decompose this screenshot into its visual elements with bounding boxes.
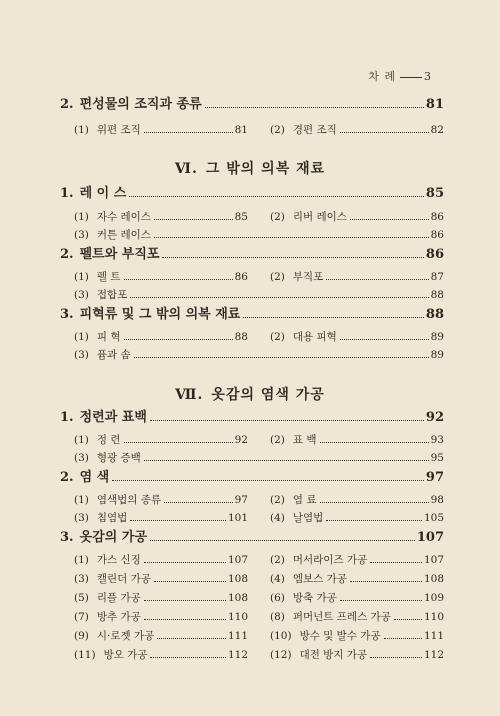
entry-text: 형광 증백 (96, 452, 141, 464)
dot-leader (205, 107, 424, 108)
entry-number: (3) (74, 573, 89, 585)
entry-number: (1) (74, 211, 89, 223)
toc-subsection-entry[interactable] (74, 288, 444, 302)
toc-subsection-entry[interactable] (270, 493, 444, 507)
toc-subsection-entry[interactable] (74, 123, 248, 137)
entry-number: (2) (270, 331, 285, 343)
entry-title (60, 308, 240, 322)
entry-text: 방축 가공 (292, 592, 337, 604)
dot-leader (326, 520, 422, 521)
entry-page-number: 107 (423, 554, 444, 566)
dot-leader (370, 657, 422, 658)
entry-title (270, 123, 337, 137)
entry-page-number: 87 (430, 271, 444, 283)
entry-page-number: 82 (430, 124, 444, 136)
entry-text: 침염법 (96, 512, 128, 524)
entry-title (74, 629, 154, 643)
entry-page-number: 88 (425, 307, 444, 322)
entry-title (270, 648, 367, 662)
entry-page-number: 88 (430, 289, 444, 301)
entry-page-number: 92 (234, 434, 248, 446)
dot-leader (384, 638, 422, 639)
entry-title (74, 210, 151, 224)
toc-subsection-entry[interactable] (74, 648, 248, 662)
dot-leader (340, 132, 429, 133)
entry-title (74, 288, 127, 302)
entry-number: 2. (60, 470, 74, 485)
toc-subsection-entry[interactable] (74, 228, 444, 242)
dot-leader (164, 502, 233, 503)
chapter-heading[interactable] (0, 384, 500, 404)
entry-title (60, 187, 126, 201)
entry-page-number: 86 (430, 229, 444, 241)
dot-leader (124, 442, 233, 443)
entry-text: 염 료 (292, 494, 317, 506)
entry-number: (3) (74, 289, 89, 301)
entry-text: 방추 가공 (96, 611, 141, 623)
entry-text: 펠 트 (96, 271, 121, 283)
entry-title (60, 98, 202, 112)
dot-leader (154, 581, 226, 582)
toc-subsection-entry[interactable] (74, 553, 248, 567)
entry-text: 대전 방지 가공 (299, 649, 368, 661)
header-page-number: 3 (424, 70, 432, 83)
toc-subsection-entry[interactable] (270, 648, 444, 662)
toc-subsection-entry[interactable] (74, 348, 444, 362)
entry-text: 정련과 표백 (79, 410, 147, 425)
dot-leader (320, 502, 429, 503)
entry-number: (2) (270, 211, 285, 223)
entry-number: (4) (270, 573, 285, 585)
entry-number: (3) (74, 512, 89, 524)
entry-title (74, 330, 121, 344)
entry-page-number: 105 (423, 512, 444, 524)
entry-title (270, 511, 323, 525)
entry-number: (10) (270, 630, 292, 642)
entry-page-number: 98 (430, 494, 444, 506)
dot-leader (150, 657, 225, 658)
entry-number: (12) (270, 649, 292, 661)
entry-number: 3. (60, 530, 74, 545)
toc-subsection-entry[interactable] (270, 330, 444, 344)
toc-subsection-entry[interactable] (270, 511, 444, 525)
dot-leader (130, 297, 428, 298)
header-title: 차 례 (368, 70, 396, 83)
entry-text: 퓸과 솜 (96, 349, 131, 361)
toc-subsection-entry[interactable] (74, 511, 248, 525)
entry-number: (2) (270, 124, 285, 136)
running-header (368, 68, 432, 84)
entry-title (74, 228, 151, 242)
dot-leader (243, 317, 424, 318)
entry-number: 2. (60, 247, 74, 262)
entry-page-number: 85 (425, 186, 444, 201)
entry-number: (3) (74, 349, 89, 361)
entry-number: (3) (74, 229, 89, 241)
entry-title (74, 648, 147, 662)
entry-title (60, 531, 147, 545)
entry-title (270, 553, 367, 567)
entry-text: 엠보스 가공 (292, 573, 347, 585)
dot-leader (162, 257, 423, 258)
entry-page-number: 88 (234, 331, 248, 343)
entry-text: 경편 조직 (292, 124, 337, 136)
toc-subsection-entry[interactable] (74, 629, 248, 643)
entry-text: 위편 조직 (96, 124, 141, 136)
entry-number: (8) (270, 611, 285, 623)
entry-text: 표 백 (292, 434, 317, 446)
entry-text: 캘린더 가공 (96, 573, 151, 585)
chapter-roman-numeral: Ⅵ. (174, 161, 198, 177)
entry-page-number: 85 (234, 211, 248, 223)
entry-title (270, 210, 347, 224)
entry-text: 퍼머넌트 프레스 가공 (292, 611, 391, 623)
toc-section-entry[interactable] (60, 187, 444, 201)
entry-title (60, 248, 159, 262)
toc-subsection-entry[interactable] (74, 610, 248, 624)
toc-subsection-entry[interactable] (74, 493, 248, 507)
chapter-roman-numeral: Ⅶ. (175, 387, 204, 403)
entry-text: 가스 신징 (96, 554, 141, 566)
entry-page-number: 81 (425, 97, 444, 112)
entry-page-number: 112 (227, 649, 248, 661)
dot-leader (350, 219, 429, 220)
entry-text: 리버 레이스 (292, 211, 347, 223)
entry-text: 머서라이즈 가공 (292, 554, 368, 566)
toc-subsection-entry[interactable] (74, 572, 248, 586)
chapter-title: 옷감의 염색 가공 (211, 387, 325, 403)
entry-number: 1. (60, 186, 74, 201)
entry-text: 접합포 (96, 289, 128, 301)
dot-leader (394, 619, 422, 620)
entry-page-number: 86 (430, 211, 444, 223)
entry-title (74, 553, 141, 567)
entry-number: (9) (74, 630, 89, 642)
toc-section-entry[interactable] (60, 248, 444, 262)
entry-title (74, 610, 141, 624)
dot-leader (326, 279, 428, 280)
entry-page-number: 108 (227, 573, 248, 585)
entry-page-number: 111 (227, 630, 248, 642)
entry-text: 자수 레이스 (96, 211, 151, 223)
entry-number: (2) (270, 554, 285, 566)
entry-text: 편성물의 조직과 종류 (79, 97, 202, 112)
entry-title (270, 629, 381, 643)
entry-text: 피 혁 (96, 331, 121, 343)
toc-subsection-entry[interactable] (74, 433, 248, 447)
chapter-heading[interactable] (0, 158, 500, 178)
entry-title (270, 330, 337, 344)
entry-title (74, 433, 121, 447)
entry-page-number: 93 (430, 434, 444, 446)
dot-leader (157, 638, 226, 639)
entry-text: 옷감의 가공 (79, 530, 147, 545)
toc-section-entry[interactable] (60, 411, 444, 425)
entry-text: 방오 가공 (103, 649, 148, 661)
toc-subsection-entry[interactable] (74, 591, 248, 605)
dot-leader (134, 357, 429, 358)
toc-subsection-entry[interactable] (270, 591, 444, 605)
toc-subsection-entry[interactable] (270, 270, 444, 284)
toc-subsection-entry[interactable] (270, 572, 444, 586)
entry-page-number: 111 (423, 630, 444, 642)
toc-subsection-entry[interactable] (270, 433, 444, 447)
entry-number: (1) (74, 554, 89, 566)
entry-text: 시·로젯 가공 (96, 630, 155, 642)
entry-text: 커튼 레이스 (96, 229, 151, 241)
entry-title (74, 348, 131, 362)
entry-text: 염색법의 종류 (96, 494, 162, 506)
entry-text: 레 이 스 (79, 186, 127, 201)
entry-title (270, 270, 323, 284)
entry-title (270, 493, 317, 507)
toc-subsection-entry[interactable] (270, 629, 444, 643)
entry-number: (7) (74, 611, 89, 623)
entry-page-number: 107 (416, 530, 444, 545)
entry-title (74, 451, 141, 465)
dot-leader (340, 600, 422, 601)
entry-number: (1) (74, 271, 89, 283)
entry-page-number: 108 (423, 573, 444, 585)
toc-subsection-entry[interactable] (74, 270, 248, 284)
entry-title (270, 610, 391, 624)
header-dash (400, 77, 422, 78)
entry-number: (1) (74, 494, 89, 506)
toc-section-entry[interactable] (60, 531, 444, 545)
entry-text: 날염법 (292, 512, 324, 524)
toc-subsection-entry[interactable] (270, 123, 444, 137)
toc-section-entry[interactable] (60, 98, 444, 112)
toc-subsection-entry[interactable] (270, 553, 444, 567)
entry-title (270, 572, 347, 586)
dot-leader (130, 520, 226, 521)
dot-leader (144, 619, 226, 620)
entry-text: 방수 및 발수 가공 (299, 630, 381, 642)
entry-page-number: 86 (425, 247, 444, 262)
entry-page-number: 86 (234, 271, 248, 283)
dot-leader (370, 562, 422, 563)
entry-number: (3) (74, 452, 89, 464)
entry-page-number: 110 (423, 611, 444, 623)
chapter-title: 그 밖의 의복 재료 (205, 161, 326, 177)
entry-page-number: 101 (227, 512, 248, 524)
entry-text: 염 색 (79, 470, 110, 485)
entry-title (60, 411, 147, 425)
entry-page-number: 109 (423, 592, 444, 604)
entry-number: (5) (74, 592, 89, 604)
dot-leader (124, 279, 233, 280)
entry-page-number: 92 (425, 410, 444, 425)
entry-title (270, 433, 317, 447)
entry-number: (2) (270, 434, 285, 446)
dot-leader (124, 339, 233, 340)
entry-title (74, 572, 151, 586)
dot-leader (320, 442, 429, 443)
entry-number: (4) (270, 512, 285, 524)
entry-title (270, 591, 337, 605)
toc-subsection-entry[interactable] (74, 451, 444, 465)
entry-page-number: 95 (430, 452, 444, 464)
dot-leader (150, 420, 424, 421)
entry-number: 3. (60, 307, 74, 322)
dot-leader (340, 339, 429, 340)
entry-page-number: 89 (430, 331, 444, 343)
entry-number: (2) (270, 271, 285, 283)
entry-text: 정 련 (96, 434, 121, 446)
entry-text: 대용 피혁 (292, 331, 337, 343)
entry-title (60, 471, 109, 485)
entry-number: (1) (74, 124, 89, 136)
dot-leader (112, 480, 424, 481)
entry-page-number: 107 (227, 554, 248, 566)
entry-title (74, 511, 127, 525)
entry-page-number: 81 (234, 124, 248, 136)
toc-subsection-entry[interactable] (74, 330, 248, 344)
dot-leader (129, 196, 424, 197)
entry-page-number: 97 (425, 470, 444, 485)
entry-title (74, 493, 161, 507)
entry-text: 리플 가공 (96, 592, 141, 604)
entry-text: 부직포 (292, 271, 324, 283)
entry-title (74, 123, 141, 137)
dot-leader (350, 581, 422, 582)
entry-number: (2) (270, 494, 285, 506)
entry-number: (1) (74, 434, 89, 446)
dot-leader (154, 219, 233, 220)
dot-leader (144, 600, 226, 601)
dot-leader (144, 562, 226, 563)
entry-number: (6) (270, 592, 285, 604)
entry-page-number: 110 (227, 611, 248, 623)
entry-number: (11) (74, 649, 96, 661)
dot-leader (144, 460, 429, 461)
entry-text: 펠트와 부직포 (79, 247, 160, 262)
entry-title (74, 270, 121, 284)
entry-page-number: 108 (227, 592, 248, 604)
toc-subsection-entry[interactable] (270, 610, 444, 624)
entry-number: 1. (60, 410, 74, 425)
dot-leader (150, 540, 415, 541)
entry-number: 2. (60, 97, 74, 112)
toc-subsection-entry[interactable] (270, 210, 444, 224)
toc-section-entry[interactable] (60, 308, 444, 322)
entry-text: 피혁류 및 그 밖의 의복 재료 (79, 307, 241, 322)
entry-title (74, 591, 141, 605)
entry-page-number: 97 (234, 494, 248, 506)
entry-page-number: 112 (423, 649, 444, 661)
toc-section-entry[interactable] (60, 471, 444, 485)
dot-leader (154, 237, 429, 238)
entry-page-number: 89 (430, 349, 444, 361)
toc-subsection-entry[interactable] (74, 210, 248, 224)
entry-number: (1) (74, 331, 89, 343)
dot-leader (144, 132, 233, 133)
